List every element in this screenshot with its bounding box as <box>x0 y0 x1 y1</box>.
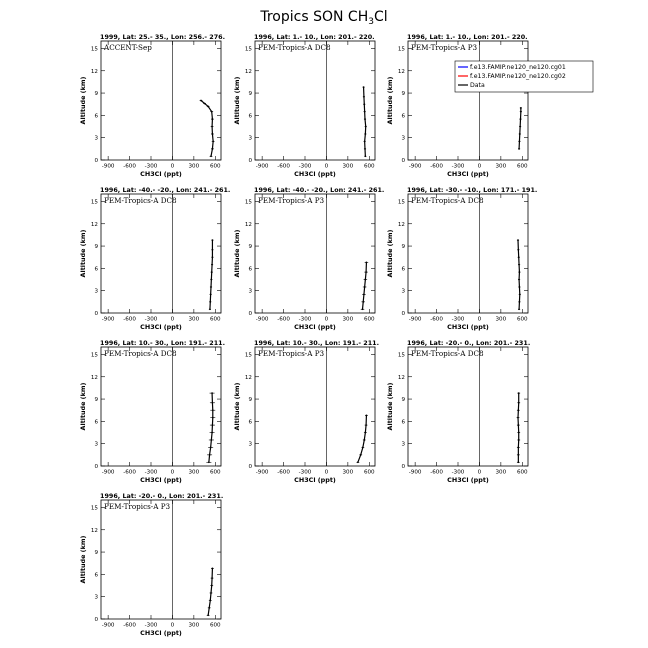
y-tick-label: 15 <box>90 505 98 512</box>
panel-10 <box>79 492 223 637</box>
data-point <box>211 432 213 434</box>
y-tick-label: 15 <box>397 199 405 206</box>
y-tick-label: 3 <box>401 288 405 295</box>
data-point <box>519 301 521 303</box>
y-tick-label: 9 <box>401 91 405 98</box>
data-point <box>212 256 214 258</box>
y-tick-label: 0 <box>94 464 98 470</box>
x-tick-label: -300 <box>298 469 312 476</box>
x-tick-label: 600 <box>516 316 528 323</box>
data-point <box>209 600 211 602</box>
panel-4 <box>79 186 230 331</box>
panel-grid <box>79 33 537 637</box>
x-tick-label: 600 <box>209 163 221 170</box>
data-point <box>517 454 519 456</box>
y-tick-label: 0 <box>401 464 405 470</box>
data-point <box>210 447 212 449</box>
y-tick-label: 15 <box>397 352 405 359</box>
y-tick-label: 6 <box>248 266 252 273</box>
panel-7 <box>79 339 225 484</box>
data-line <box>201 101 213 157</box>
y-axis-label: Altitude (km) <box>79 76 87 125</box>
data-point <box>520 107 522 109</box>
legend <box>455 61 593 92</box>
data-point <box>518 439 520 441</box>
data-point <box>212 417 214 419</box>
data-point <box>365 424 367 426</box>
x-tick-label: -600 <box>123 316 136 323</box>
x-tick-label: 300 <box>188 163 200 170</box>
x-tick-label: 600 <box>516 469 528 476</box>
plot-frame <box>101 347 221 466</box>
data-point <box>517 424 519 426</box>
x-tick-label: 0 <box>324 469 329 476</box>
y-tick-label: 12 <box>90 527 98 534</box>
y-tick-label: 15 <box>90 46 98 53</box>
x-tick-label: 600 <box>363 469 375 476</box>
data-point <box>209 308 211 310</box>
y-tick-label: 9 <box>248 397 252 404</box>
x-tick-label: -300 <box>144 622 158 629</box>
data-point <box>212 568 214 570</box>
x-axis-label: CH3Cl (ppt) <box>447 476 489 484</box>
data-point <box>212 239 214 241</box>
y-tick-label: 12 <box>90 374 98 381</box>
legend-entry: f.e13.FAMIP.ne120_ne120.cg01 <box>470 64 566 72</box>
x-tick-label: 300 <box>188 622 200 629</box>
x-tick-label: -300 <box>451 163 465 170</box>
plot-frame <box>101 500 221 619</box>
y-tick-label: 3 <box>94 441 98 448</box>
x-tick-label: 0 <box>324 163 329 170</box>
x-tick-label: -900 <box>101 622 115 629</box>
data-point <box>364 133 366 135</box>
x-tick-label: 300 <box>495 469 507 476</box>
panel-title: 1996, Lat: 1.- 10., Lon: 201.- 220. <box>254 33 375 41</box>
y-tick-label: 0 <box>94 617 98 623</box>
y-tick-label: 0 <box>94 158 98 164</box>
data-point <box>211 126 213 128</box>
campaign-label: ACCENT-Sep <box>104 43 152 52</box>
y-tick-label: 12 <box>90 221 98 228</box>
x-tick-label: -600 <box>430 163 443 170</box>
x-tick-label: -900 <box>255 316 269 323</box>
x-tick-label: -300 <box>451 316 465 323</box>
data-point <box>519 286 521 288</box>
plot-frame <box>408 347 528 466</box>
x-axis-label: CH3Cl (ppt) <box>294 323 336 331</box>
y-tick-label: 3 <box>248 441 252 448</box>
data-point <box>519 133 521 135</box>
x-tick-label: 300 <box>188 316 200 323</box>
x-tick-label: -600 <box>430 469 443 476</box>
x-tick-label: -900 <box>255 469 269 476</box>
y-tick-label: 0 <box>94 311 98 317</box>
x-tick-label: 600 <box>363 316 375 323</box>
y-tick-label: 12 <box>244 374 252 381</box>
y-tick-label: 9 <box>94 244 98 251</box>
data-point <box>200 100 202 102</box>
y-tick-label: 12 <box>397 374 405 381</box>
y-tick-label: 9 <box>401 397 405 404</box>
data-point <box>518 264 520 266</box>
y-tick-label: 0 <box>248 158 252 164</box>
x-tick-label: 0 <box>477 163 482 170</box>
y-axis-label: Altitude (km) <box>233 382 241 431</box>
campaign-label: PEM-Tropics-A P3 <box>258 196 325 205</box>
x-tick-label: 300 <box>342 469 354 476</box>
y-tick-label: 0 <box>401 311 405 317</box>
x-tick-label: -300 <box>298 316 312 323</box>
data-point <box>210 439 212 441</box>
x-tick-label: -300 <box>451 469 465 476</box>
x-tick-label: 300 <box>495 316 507 323</box>
data-point <box>212 148 214 150</box>
data-point <box>211 577 213 579</box>
x-tick-label: 600 <box>209 316 221 323</box>
data-point <box>210 592 212 594</box>
data-point <box>519 141 521 143</box>
x-tick-label: -600 <box>277 469 290 476</box>
y-tick-label: 9 <box>248 91 252 98</box>
campaign-label: PEM-Tropics-A DC8 <box>258 43 331 52</box>
y-axis-label: Altitude (km) <box>79 382 87 431</box>
data-point <box>211 271 213 273</box>
data-point <box>517 239 519 241</box>
panel-3 <box>386 33 528 178</box>
y-tick-label: 0 <box>401 158 405 164</box>
data-point <box>364 432 366 434</box>
data-point <box>357 461 359 463</box>
data-point <box>210 155 212 157</box>
data-point <box>364 118 366 120</box>
legend-entry: f.e13.FAMIP.ne120_ne120.cg02 <box>470 73 566 81</box>
data-point <box>211 392 213 394</box>
x-tick-label: -900 <box>101 469 115 476</box>
x-tick-label: -600 <box>430 316 443 323</box>
data-point <box>363 86 365 88</box>
y-tick-label: 9 <box>248 244 252 251</box>
panel-5 <box>233 186 384 331</box>
y-tick-label: 3 <box>94 594 98 601</box>
campaign-label: PEM-Tropics-A P3 <box>258 349 325 358</box>
y-tick-label: 15 <box>397 46 405 53</box>
x-tick-label: 600 <box>516 163 528 170</box>
campaign-label: PEM-Tropics-A P3 <box>411 43 478 52</box>
x-tick-label: -300 <box>144 316 158 323</box>
y-tick-label: 15 <box>90 199 98 206</box>
x-tick-label: 300 <box>495 163 507 170</box>
data-point <box>518 256 520 258</box>
data-point <box>363 294 365 296</box>
data-point <box>519 294 521 296</box>
x-tick-label: -900 <box>408 469 422 476</box>
x-tick-label: 0 <box>477 316 482 323</box>
data-point <box>208 607 210 609</box>
x-tick-label: -900 <box>408 316 422 323</box>
panel-title: 1996, Lat: -40.- -20., Lon: 241.- 261. <box>100 186 231 194</box>
data-line <box>519 108 521 149</box>
data-line <box>358 415 367 462</box>
x-axis-label: CH3Cl (ppt) <box>294 476 336 484</box>
data-point <box>518 279 520 281</box>
panel-6 <box>386 186 537 331</box>
data-point <box>366 262 368 264</box>
y-axis-label: Altitude (km) <box>79 229 87 278</box>
y-tick-label: 3 <box>248 288 252 295</box>
x-tick-label: 0 <box>170 163 175 170</box>
y-axis-label: Altitude (km) <box>386 76 394 125</box>
x-axis-label: CH3Cl (ppt) <box>140 170 182 178</box>
x-axis-label: CH3Cl (ppt) <box>447 323 489 331</box>
data-point <box>517 417 519 419</box>
y-tick-label: 6 <box>248 419 252 426</box>
y-tick-label: 6 <box>401 266 405 273</box>
y-axis-label: Altitude (km) <box>79 535 87 584</box>
x-tick-label: -600 <box>277 316 290 323</box>
data-point <box>212 249 214 251</box>
data-point <box>207 614 209 616</box>
x-tick-label: 600 <box>209 469 221 476</box>
data-point <box>208 461 210 463</box>
y-tick-label: 6 <box>401 419 405 426</box>
data-point <box>211 264 213 266</box>
data-point <box>518 148 520 150</box>
y-tick-label: 6 <box>94 266 98 273</box>
x-tick-label: 300 <box>342 163 354 170</box>
x-tick-label: -900 <box>101 316 115 323</box>
data-point <box>366 415 368 417</box>
data-point <box>518 432 520 434</box>
x-tick-label: -300 <box>144 469 158 476</box>
y-tick-label: 9 <box>94 91 98 98</box>
panel-title: 1996, Lat: -20.- 0., Lon: 201.- 231. <box>407 339 531 347</box>
x-tick-label: 300 <box>342 316 354 323</box>
data-point <box>518 392 520 394</box>
x-tick-label: -900 <box>255 163 269 170</box>
data-point <box>364 148 366 150</box>
data-point <box>517 409 519 411</box>
data-point <box>363 439 365 441</box>
panel-title: 1996, Lat: -40.- -20., Lon: 241.- 261. <box>254 186 385 194</box>
figure-title <box>259 9 387 27</box>
y-tick-label: 9 <box>94 550 98 557</box>
data-point <box>364 279 366 281</box>
data-point <box>518 308 520 310</box>
x-axis-label: CH3Cl (ppt) <box>140 629 182 637</box>
data-point <box>212 402 214 404</box>
data-point <box>364 155 366 157</box>
data-point <box>212 424 214 426</box>
data-point <box>362 308 364 310</box>
y-axis-label: Altitude (km) <box>386 382 394 431</box>
panel-title: 1996, Lat: -20.- 0., Lon: 201.- 231. <box>100 492 224 500</box>
plot-frame <box>408 194 528 313</box>
x-tick-label: 0 <box>324 316 329 323</box>
figure-title-main: Tropics SON CH <box>260 9 369 25</box>
data-point <box>212 409 214 411</box>
campaign-label: PEM-Tropics-A DC8 <box>104 349 177 358</box>
data-point <box>362 301 364 303</box>
data-point <box>207 106 209 108</box>
y-axis-label: Altitude (km) <box>386 229 394 278</box>
plot-frame <box>408 41 528 160</box>
x-tick-label: 300 <box>188 469 200 476</box>
plot-frame <box>255 347 375 466</box>
x-tick-label: 0 <box>170 469 175 476</box>
data-point <box>212 133 214 135</box>
y-tick-label: 0 <box>248 311 252 317</box>
x-tick-label: -300 <box>144 163 158 170</box>
y-axis-label: Altitude (km) <box>233 229 241 278</box>
data-point <box>211 585 213 587</box>
x-axis-label: CH3Cl (ppt) <box>140 323 182 331</box>
data-point <box>210 279 212 281</box>
data-point <box>365 126 367 128</box>
data-point <box>211 111 213 113</box>
y-tick-label: 12 <box>397 221 405 228</box>
y-tick-label: 6 <box>94 419 98 426</box>
plot-frame <box>101 41 221 160</box>
campaign-label: PEM-Tropics-A P3 <box>104 502 171 511</box>
figure-title-subscript: 3 <box>368 17 374 27</box>
y-tick-label: 12 <box>244 221 252 228</box>
panel-title: 1996, Lat: 10.- 30., Lon: 191.- 211. <box>254 339 380 347</box>
y-tick-label: 6 <box>94 572 98 579</box>
data-point <box>363 103 365 105</box>
y-tick-label: 9 <box>94 397 98 404</box>
y-tick-label: 15 <box>244 46 252 53</box>
data-point <box>364 111 366 113</box>
data-point <box>212 118 214 120</box>
legend-entry: Data <box>470 82 485 90</box>
data-point <box>365 271 367 273</box>
figure-title-tail: Cl <box>373 9 388 25</box>
plot-frame <box>255 41 375 160</box>
x-tick-label: 0 <box>477 469 482 476</box>
y-tick-label: 12 <box>244 68 252 75</box>
y-tick-label: 3 <box>94 288 98 295</box>
y-tick-label: 3 <box>401 441 405 448</box>
y-tick-label: 0 <box>248 464 252 470</box>
y-tick-label: 15 <box>244 199 252 206</box>
data-point <box>360 454 362 456</box>
x-tick-label: -600 <box>123 163 136 170</box>
data-point <box>210 286 212 288</box>
y-tick-label: 3 <box>94 135 98 142</box>
y-tick-label: 6 <box>94 113 98 120</box>
data-point <box>520 118 522 120</box>
panel-title: 1996, Lat: -30.- -10., Lon: 171.- 191. <box>407 186 538 194</box>
y-tick-label: 3 <box>248 135 252 142</box>
x-tick-label: -600 <box>277 163 290 170</box>
data-point <box>517 447 519 449</box>
x-axis-label: CH3Cl (ppt) <box>294 170 336 178</box>
data-point <box>363 96 365 98</box>
y-tick-label: 15 <box>244 352 252 359</box>
y-tick-label: 3 <box>401 135 405 142</box>
campaign-label: PEM-Tropics-A DC8 <box>411 349 484 358</box>
data-point <box>364 141 366 143</box>
x-tick-label: -600 <box>123 469 136 476</box>
y-tick-label: 12 <box>90 68 98 75</box>
data-point <box>520 111 522 113</box>
data-point <box>209 454 211 456</box>
data-point <box>204 103 206 105</box>
x-axis-label: CH3Cl (ppt) <box>447 170 489 178</box>
y-tick-label: 6 <box>248 113 252 120</box>
data-point <box>517 249 519 251</box>
y-tick-label: 6 <box>401 113 405 120</box>
panel-title: 1999, Lat: 25.- 35., Lon: 256.- 276. <box>100 33 226 41</box>
y-axis-label: Altitude (km) <box>233 76 241 125</box>
plot-frame <box>101 194 221 313</box>
x-tick-label: 0 <box>170 622 175 629</box>
y-tick-label: 9 <box>401 244 405 251</box>
panel-1 <box>79 33 225 178</box>
data-point <box>362 447 364 449</box>
campaign-label: PEM-Tropics-A DC8 <box>411 196 484 205</box>
y-tick-label: 12 <box>397 68 405 75</box>
data-point <box>519 271 521 273</box>
x-tick-label: -900 <box>101 163 115 170</box>
panel-title: 1996, Lat: 1.- 10., Lon: 201.- 220. <box>407 33 528 41</box>
campaign-label: PEM-Tropics-A DC8 <box>104 196 177 205</box>
x-tick-label: -300 <box>298 163 312 170</box>
data-point <box>518 402 520 404</box>
data-point <box>209 301 211 303</box>
data-point <box>212 141 214 143</box>
data-point <box>364 286 366 288</box>
panel-2 <box>233 33 375 178</box>
x-axis-label: CH3Cl (ppt) <box>140 476 182 484</box>
data-point <box>210 294 212 296</box>
panel-9 <box>386 339 530 484</box>
x-tick-label: -600 <box>123 622 136 629</box>
panel-8 <box>233 339 379 484</box>
data-point <box>519 126 521 128</box>
plot-frame <box>255 194 375 313</box>
x-tick-label: 0 <box>170 316 175 323</box>
data-point <box>517 461 519 463</box>
x-tick-label: 600 <box>363 163 375 170</box>
x-tick-label: -900 <box>408 163 422 170</box>
x-tick-label: 600 <box>209 622 221 629</box>
y-tick-label: 15 <box>90 352 98 359</box>
panel-title: 1996, Lat: 10.- 30., Lon: 191.- 211. <box>100 339 226 347</box>
